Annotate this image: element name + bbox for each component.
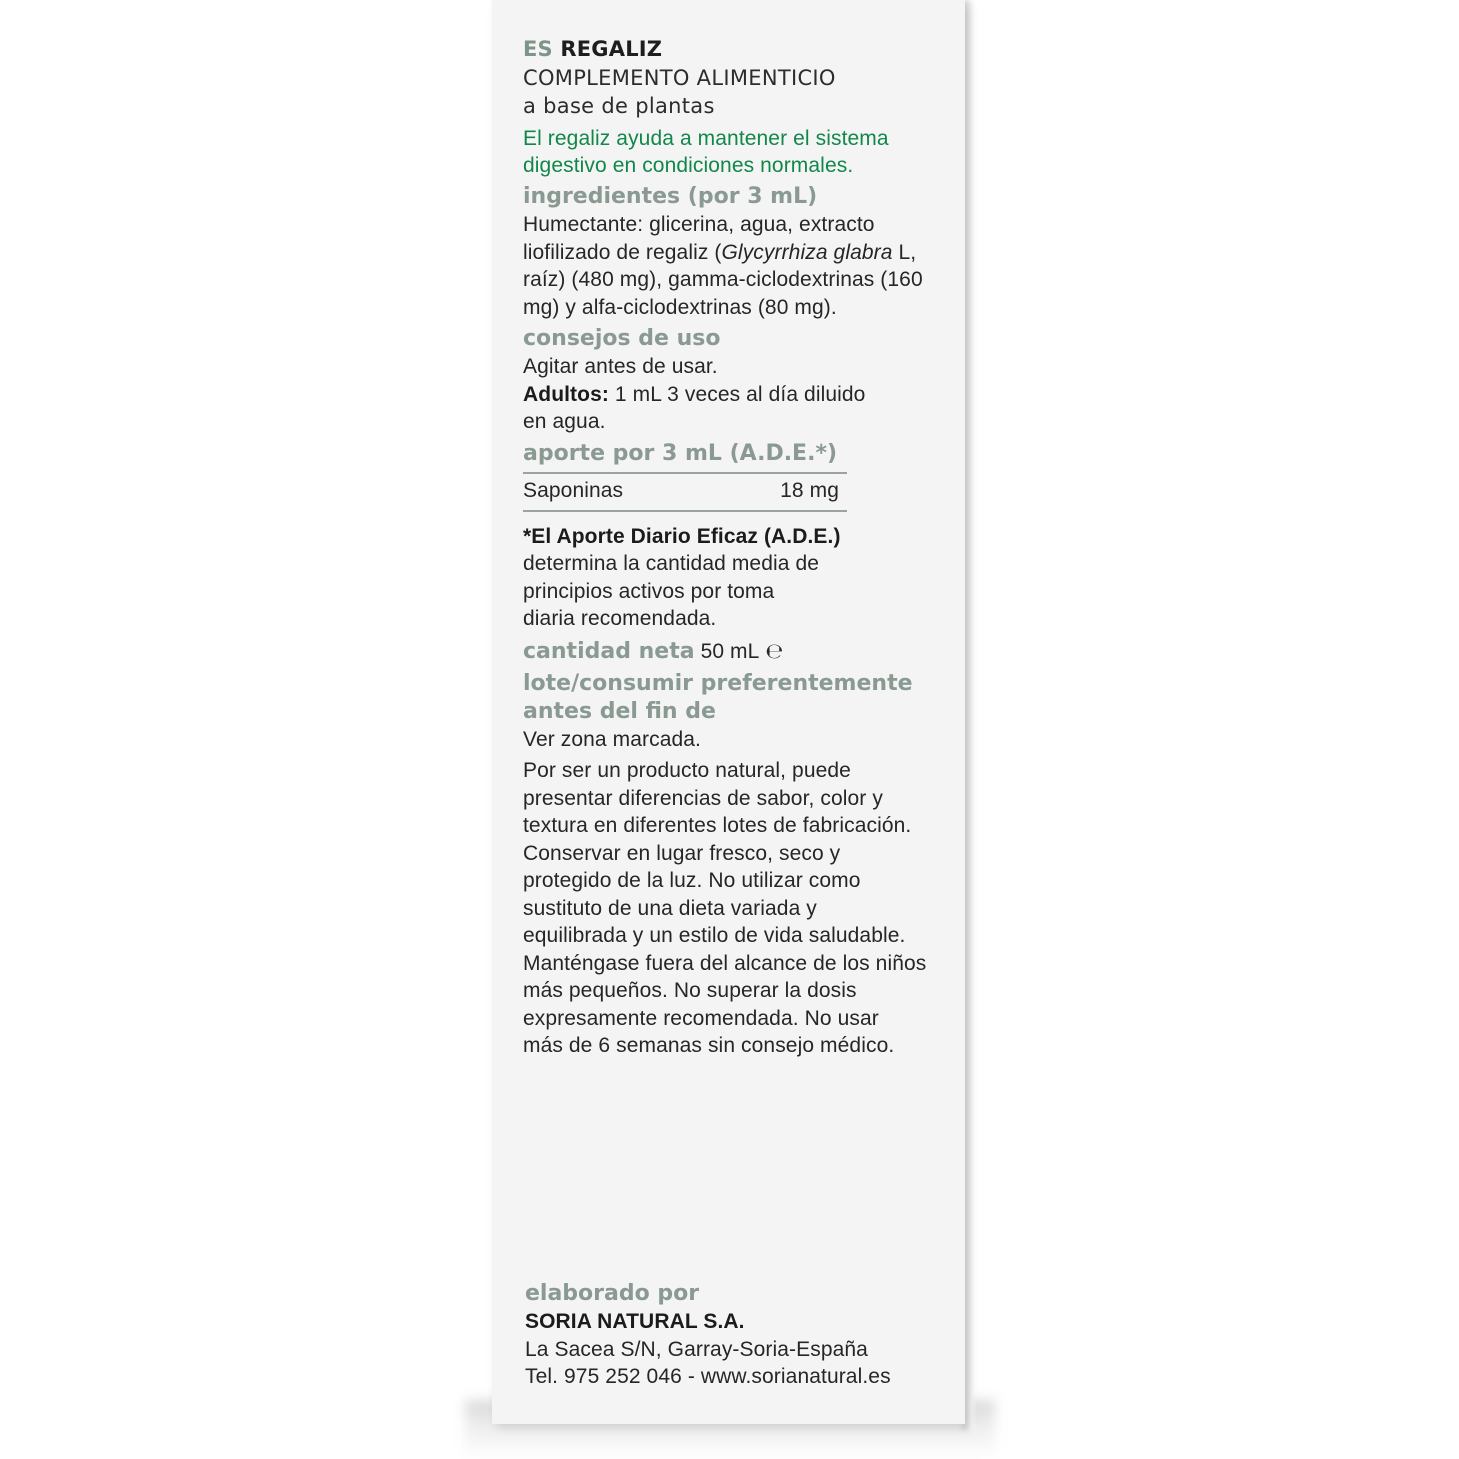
usage-line-2 bbox=[523, 381, 943, 409]
adults-label: Adultos: bbox=[523, 382, 609, 406]
net-quantity-value: 50 mL bbox=[700, 639, 760, 663]
product-name: REGALIZ bbox=[560, 37, 663, 61]
ingredients-line-4: mg) y alfa-ciclodextrinas (80 mg). bbox=[523, 295, 837, 319]
warning-line: Conservar en lugar fresco, seco y bbox=[523, 841, 841, 865]
ingredients-heading: ingredientes (por 3 mL) bbox=[523, 184, 818, 209]
warning-line: presentar diferencias de sabor, color y bbox=[523, 786, 883, 810]
footnote-line-1: *El Aporte Diario Eficaz (A.D.E.) bbox=[523, 524, 841, 548]
warning-line: protegido de la luz. No utilizar como bbox=[523, 869, 861, 892]
batch-heading-line-2: antes del fin de bbox=[523, 698, 716, 724]
warning-line: más de 6 semanas sin consejo médico. bbox=[523, 1034, 895, 1057]
usage-text bbox=[523, 353, 943, 436]
warning-line: sustituto de una dieta variada y bbox=[523, 896, 817, 920]
manufacturer-company bbox=[525, 1308, 945, 1336]
net-quantity-heading: cantidad neta bbox=[523, 638, 695, 664]
ingredients-line-2-post: L, bbox=[892, 240, 917, 264]
botanical-name: Glycyrrhiza glabra bbox=[721, 240, 893, 264]
contribution-row-name: Saponinas bbox=[523, 478, 624, 502]
manufacturer-contact: Tel. 975 252 046 - www.sorianatural.es bbox=[525, 1365, 891, 1388]
manufacturer-block bbox=[525, 1276, 945, 1391]
footnote-line-2: determina la cantidad media de bbox=[523, 552, 820, 575]
subtitle-line-2: a base de plantas bbox=[523, 94, 715, 118]
warning-line: más pequeños. No superar la dosis bbox=[523, 979, 857, 1002]
health-claim-line-1: El regaliz ayuda a mantener el sistema bbox=[523, 127, 889, 150]
footnote-line-3: principios activos por toma bbox=[523, 579, 775, 603]
contribution-row-value: 18 mg bbox=[780, 478, 839, 502]
language-code: ES bbox=[523, 37, 553, 61]
health-claim bbox=[523, 125, 943, 179]
warning-line: Por ser un producto natural, puede bbox=[523, 759, 851, 782]
usage-line-3: en agua. bbox=[523, 410, 606, 433]
ingredients-line-1: Humectante: glicerina, agua, extracto bbox=[523, 213, 875, 236]
warnings bbox=[523, 757, 943, 1060]
estimated-sign-icon: ℮ bbox=[765, 638, 784, 663]
usage-line-1: Agitar antes de usar. bbox=[523, 355, 718, 378]
ingredients-line-2 bbox=[523, 239, 943, 267]
manufacturer-address: La Sacea S/N, Garray-Soria-España bbox=[525, 1337, 868, 1361]
warning-line: Manténgase fuera del alcance de los niños bbox=[523, 951, 927, 975]
subtitle-line-1: COMPLEMENTO ALIMENTICIO bbox=[523, 66, 836, 90]
batch-heading-line-1: lote/consumir preferentemente bbox=[523, 670, 913, 696]
label-content bbox=[523, 34, 943, 1060]
footnote-line-4: diaria recomendada. bbox=[523, 607, 717, 630]
footnote bbox=[523, 523, 943, 633]
contribution-table-row bbox=[523, 472, 847, 512]
product-title bbox=[523, 34, 943, 64]
ingredients-line-3: raíz) (480 mg), gamma-ciclodextrinas (160 bbox=[523, 268, 923, 291]
warning-line: expresamente recomendada. No usar bbox=[523, 1006, 879, 1030]
ingredients-line-2-pre: liofilizado de regaliz ( bbox=[523, 240, 722, 264]
manufacturer-heading: elaborado por bbox=[525, 1281, 700, 1306]
contribution-heading: aporte por 3 mL (A.D.E.*) bbox=[523, 440, 838, 466]
ingredients-text bbox=[523, 211, 943, 321]
warning-line: textura en diferentes lotes de fabricación. bbox=[523, 814, 912, 837]
usage-heading: consejos de uso bbox=[523, 326, 721, 351]
health-claim-line-2: digestivo en condiciones normales. bbox=[523, 154, 854, 177]
warning-line: equilibrada y un estilo de vida saludable. bbox=[523, 924, 906, 947]
net-quantity bbox=[523, 638, 943, 666]
company-name: SORIA NATURAL S.A. bbox=[525, 1310, 745, 1333]
adults-dosage: 1 mL 3 veces al día diluido bbox=[608, 382, 866, 406]
batch-text: Ver zona marcada. bbox=[523, 727, 701, 751]
